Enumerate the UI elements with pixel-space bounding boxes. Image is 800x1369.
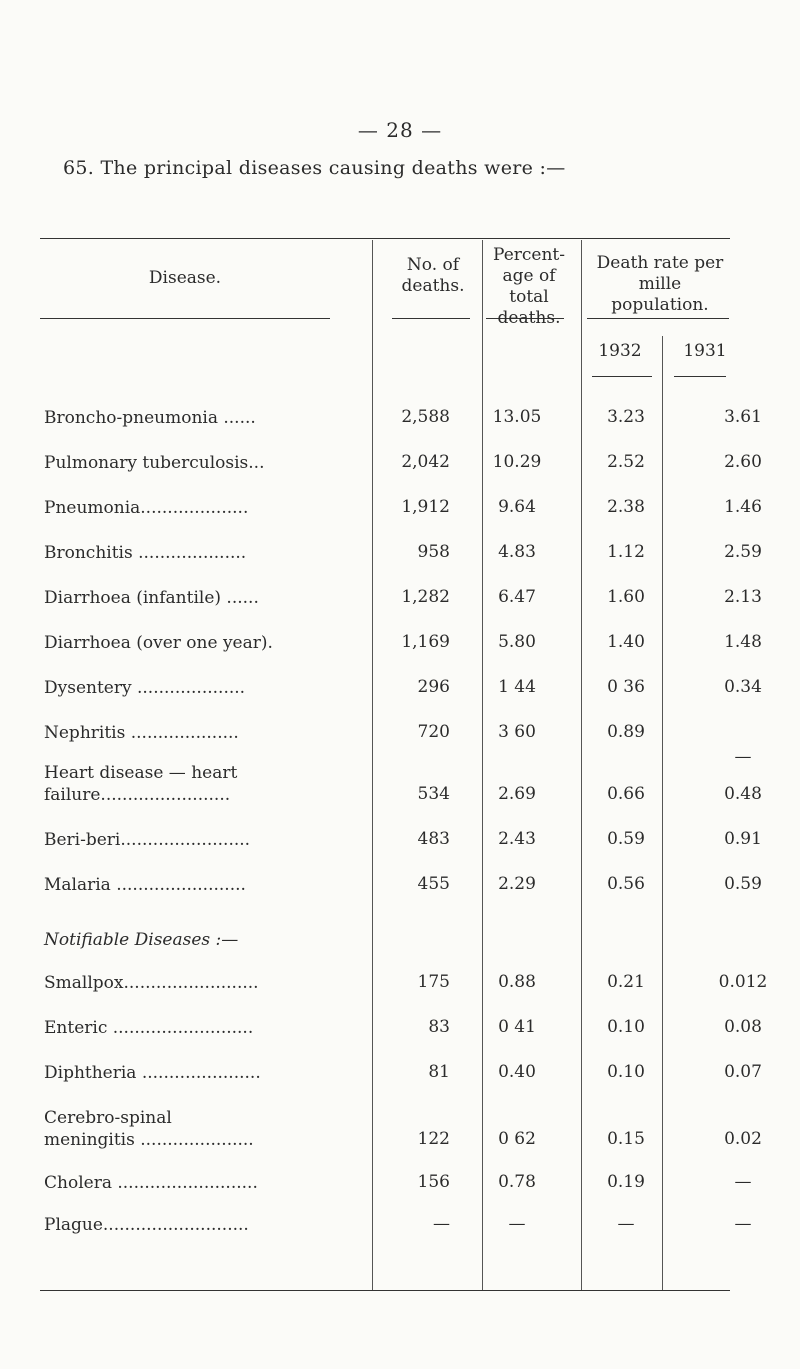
disease-name: meningitis ..................... bbox=[44, 1130, 254, 1150]
deaths-count: 1,169 bbox=[401, 632, 450, 652]
rate-1931: 2.13 bbox=[724, 587, 762, 607]
deaths-count: 1,912 bbox=[401, 497, 450, 517]
percentage: 0.78 bbox=[498, 1172, 536, 1192]
percentage: 9.64 bbox=[498, 497, 536, 517]
rate-1932: 1.40 bbox=[607, 632, 645, 652]
disease-name: Malaria ........................ bbox=[44, 875, 246, 895]
table-row bbox=[0, 829, 800, 859]
table-row bbox=[0, 1172, 800, 1202]
rate-1932: 3.23 bbox=[607, 407, 645, 427]
disease-name: Beri-beri........................ bbox=[44, 830, 251, 850]
rate-1932: 0.10 bbox=[607, 1062, 645, 1082]
table-row bbox=[0, 972, 800, 1002]
rate-1932: 0.66 bbox=[607, 784, 645, 804]
header-year-1932: 1932 bbox=[598, 341, 642, 361]
disease-name: Cholera .......................... bbox=[44, 1173, 258, 1193]
table-row bbox=[0, 497, 800, 527]
rate-1931: 1.46 bbox=[724, 497, 762, 517]
year-rule-1931 bbox=[674, 376, 726, 377]
table-top-rule bbox=[40, 238, 730, 239]
percentage: 4.83 bbox=[498, 542, 536, 562]
disease-name: Broncho-pneumonia ...... bbox=[44, 408, 256, 428]
table-row bbox=[0, 874, 800, 904]
disease-name: Diarrhoea (infantile) ...... bbox=[44, 588, 259, 608]
rate-1932: 0.19 bbox=[607, 1172, 645, 1192]
rate-1932: 0.89 bbox=[607, 722, 645, 742]
rate-1932: 0.21 bbox=[607, 972, 645, 992]
rate-1932: 2.38 bbox=[607, 497, 645, 517]
deaths-count: 175 bbox=[417, 972, 450, 992]
rate-1931: 2.60 bbox=[724, 452, 762, 472]
deaths-count: 2,588 bbox=[401, 407, 450, 427]
header-deaths: No. of deaths. bbox=[401, 255, 465, 296]
deaths-count: 2,042 bbox=[401, 452, 450, 472]
disease-name: Nephritis .................... bbox=[44, 723, 239, 743]
rate-1931-dash: — bbox=[734, 747, 752, 767]
percentage: 0 41 bbox=[498, 1017, 536, 1037]
rate-1931: — bbox=[734, 1172, 752, 1192]
rate-1931: — bbox=[734, 1214, 752, 1234]
header-year-1931: 1931 bbox=[683, 341, 727, 361]
table-row bbox=[0, 452, 800, 482]
rate-1931: 0.59 bbox=[724, 874, 762, 894]
disease-name: failure........................ bbox=[44, 785, 231, 805]
page-number: — 28 — bbox=[357, 118, 443, 142]
header-rule-deaths bbox=[392, 318, 470, 319]
disease-name: Plague........................... bbox=[44, 1215, 249, 1235]
percentage: 3 60 bbox=[498, 722, 536, 742]
rate-1931: 1.48 bbox=[724, 632, 762, 652]
percentage: — bbox=[508, 1214, 526, 1234]
table-row bbox=[0, 1017, 800, 1047]
deaths-count: 534 bbox=[417, 784, 450, 804]
year-rule-1932 bbox=[592, 376, 652, 377]
rate-1932: 0.56 bbox=[607, 874, 645, 894]
disease-name-line1: Cerebro-spinal bbox=[44, 1108, 172, 1128]
table-row bbox=[0, 1062, 800, 1092]
percentage: 2.69 bbox=[498, 784, 536, 804]
percentage: 2.29 bbox=[498, 874, 536, 894]
deaths-count: 958 bbox=[417, 542, 450, 562]
disease-name: Dysentery .................... bbox=[44, 678, 246, 698]
table-row bbox=[0, 542, 800, 572]
percentage: 2.43 bbox=[498, 829, 536, 849]
intro-text: 65. The principal diseases causing deaths were :— bbox=[63, 157, 566, 179]
table-row bbox=[0, 407, 800, 437]
table-row bbox=[0, 762, 800, 820]
table-row bbox=[0, 677, 800, 707]
rate-1932: — bbox=[617, 1214, 635, 1234]
table-row bbox=[0, 1214, 800, 1244]
deaths-count: 296 bbox=[417, 677, 450, 697]
deaths-count: 483 bbox=[417, 829, 450, 849]
header-rule-disease bbox=[40, 318, 330, 319]
table-row bbox=[0, 587, 800, 617]
rate-1932: 1.60 bbox=[607, 587, 645, 607]
disease-name: Smallpox......................... bbox=[44, 973, 259, 993]
rate-1931: 0.02 bbox=[724, 1129, 762, 1149]
rate-1931: 0.48 bbox=[724, 784, 762, 804]
deaths-count: 455 bbox=[417, 874, 450, 894]
table-bottom-rule bbox=[40, 1290, 730, 1291]
disease-name: Diarrhoea (over one year). bbox=[44, 633, 273, 653]
rate-1932: 2.52 bbox=[607, 452, 645, 472]
disease-name: Bronchitis .................... bbox=[44, 543, 247, 563]
header-rule-rate bbox=[587, 318, 729, 319]
rate-1931: 2.59 bbox=[724, 542, 762, 562]
deaths-count: 122 bbox=[417, 1129, 450, 1149]
deaths-count: — bbox=[433, 1214, 450, 1234]
deaths-count: 81 bbox=[428, 1062, 450, 1082]
disease-name: Pneumonia.................... bbox=[44, 498, 249, 518]
percentage: 0.88 bbox=[498, 972, 536, 992]
header-disease: Disease. bbox=[148, 268, 222, 288]
header-percentage: Percent-age of total deaths. bbox=[493, 245, 565, 328]
table-row bbox=[0, 722, 800, 752]
disease-name: Diphtheria ...................... bbox=[44, 1063, 261, 1083]
rate-1931: 0.012 bbox=[718, 972, 768, 992]
percentage: 1 44 bbox=[498, 677, 536, 697]
table-row bbox=[0, 632, 800, 662]
notifiable-section-title: Notifiable Diseases :— bbox=[44, 930, 239, 950]
disease-name-line1: Heart disease — heart bbox=[44, 763, 238, 783]
percentage: 10.29 bbox=[492, 452, 542, 472]
rate-1931: 3.61 bbox=[724, 407, 762, 427]
percentage: 6.47 bbox=[498, 587, 536, 607]
deaths-count: 156 bbox=[417, 1172, 450, 1192]
rate-1932: 0 36 bbox=[607, 677, 645, 697]
rate-1932: 0.15 bbox=[607, 1129, 645, 1149]
rate-1932: 0.10 bbox=[607, 1017, 645, 1037]
percentage: 5.80 bbox=[498, 632, 536, 652]
percentage: 0 62 bbox=[498, 1129, 536, 1149]
deaths-count: 83 bbox=[428, 1017, 450, 1037]
deaths-count: 720 bbox=[417, 722, 450, 742]
table-row bbox=[0, 1107, 800, 1165]
header-death-rate: Death rate per mille population. bbox=[596, 253, 724, 315]
disease-name: Pulmonary tuberculosis... bbox=[44, 453, 265, 473]
rate-1932: 1.12 bbox=[607, 542, 645, 562]
rate-1931: 0.08 bbox=[724, 1017, 762, 1037]
rate-1932: 0.59 bbox=[607, 829, 645, 849]
percentage: 13.05 bbox=[492, 407, 542, 427]
rate-1931: 0.91 bbox=[724, 829, 762, 849]
rate-1931: 0.07 bbox=[724, 1062, 762, 1082]
rate-1931: 0.34 bbox=[724, 677, 762, 697]
percentage: 0.40 bbox=[498, 1062, 536, 1082]
deaths-count: 1,282 bbox=[401, 587, 450, 607]
disease-name: Enteric .......................... bbox=[44, 1018, 254, 1038]
